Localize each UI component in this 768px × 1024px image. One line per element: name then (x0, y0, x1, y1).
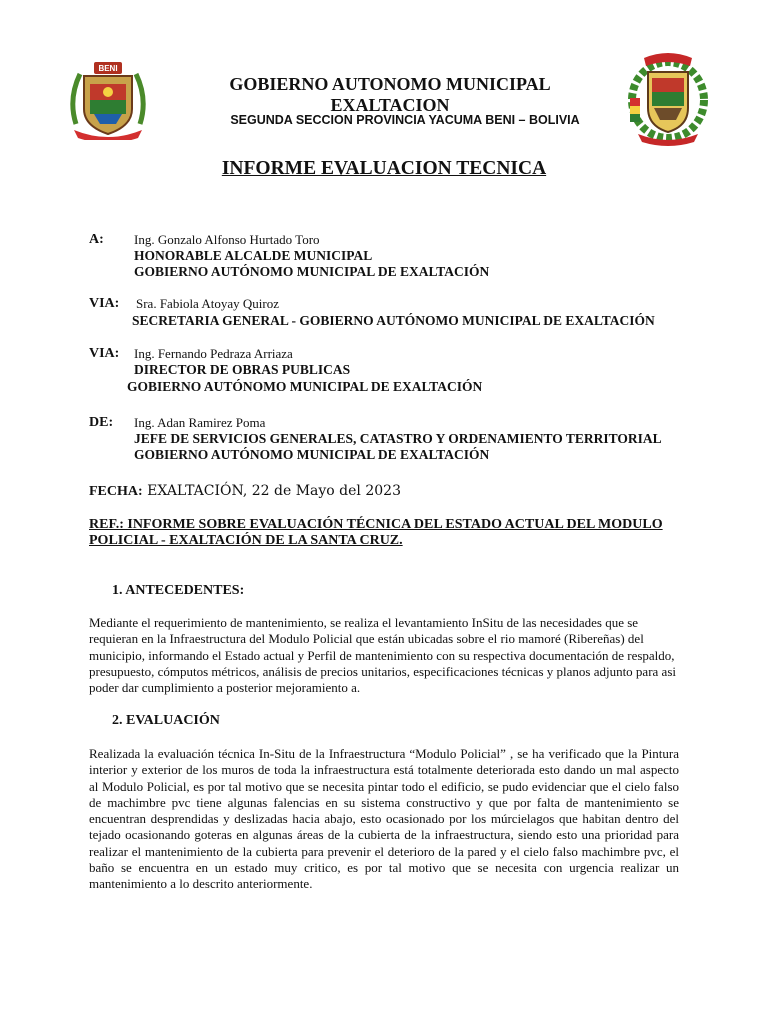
recipient-title-a: HONORABLE ALCALDE MUNICIPAL (134, 248, 373, 263)
svg-text:BENI: BENI (98, 64, 118, 73)
sender-org: GOBIERNO AUTÓNOMO MUNICIPAL DE EXALTACIÓN (134, 447, 490, 462)
municipal-coat-of-arms-right (620, 50, 716, 146)
section-body-antecedentes: Mediante el requerimiento de mantenimiento, se realiza el levantamiento InSitu de las necesidades que se requieran en la Infraestructura del Modulo Policial que están ubicadas sobre el rio mamoré (Ribereñas) del municipio, informando el Estado actual y Perfil de mantenimiento con su respectiva documentación de respaldo, presupuesto, cómputos métricos, análisis de precios unitarios, especificaciones técnicas y planos adjunto para asi poder dar cumplimiento a posterior mejoramiento a. (89, 615, 676, 696)
via-org-2: GOBIERNO AUTÓNOMO MUNICIPAL DE EXALTACIÓN (127, 379, 483, 394)
recipient-name-a: Ing. Gonzalo Alfonso Hurtado Toro (134, 232, 320, 247)
via-label-1: VIA: (89, 296, 120, 311)
via-name-1: Sra. Fabiola Atoyay Quiroz (136, 296, 279, 311)
section-heading-evaluacion: 2. EVALUACIÓN (112, 713, 220, 728)
section-body-evaluacion: Realizada la evaluación técnica In-Situ de la Infraestructura “Modulo Policial” , se ha verificado que la Pintura interior y exterior de los muros de toda la infraestructura está totalmente deteriorada esto dando un mal aspecto al Modulo Policial, es por tal motivo que se necesita pintar todo el edificio, se pudo evidenciar que el cielo falso de machimbre pvc tiene algunas falencias en su sistema constructivo y que por falta de mantenimiento se encuentran desprendidas y deslizadas hacia abajo, esto ocasionado por los múrcielagos que habitan dentro del tejado ocasionando goteras en algunas áreas de la cubierta de la infraestructura, siendo esto una prioridad para realizar el mantenimiento de la cubierta para prevenir el deterioro de la pared y el cielo falso machimbre pvc, el baño se encuentra en un estado muy critico, es por tal motivo que se necesita con urgencia realizar un mantenimiento a lo descrito anteriormente. (89, 746, 679, 892)
sender-title: JEFE DE SERVICIOS GENERALES, CATASTRO Y ORDENAMIENTO TERRITORIAL (134, 431, 662, 446)
section-heading-antecedentes: 1. ANTECEDENTES: (112, 583, 245, 598)
via-title-2: DIRECTOR DE OBRAS PUBLICAS (134, 362, 351, 377)
via-label-2: VIA: (89, 346, 120, 361)
recipient-org-a: GOBIERNO AUTÓNOMO MUNICIPAL DE EXALTACIÓN (134, 264, 490, 279)
municipal-coat-of-arms-left (66, 54, 150, 140)
date-value: EXALTACIÓN, 22 de Mayo del 2023 (147, 483, 401, 499)
sender-name: Ing. Adan Ramirez Poma (134, 415, 266, 430)
via-name-2: Ing. Fernando Pedraza Arriaza (134, 346, 293, 361)
document-title: INFORME EVALUACION TECNICA (221, 158, 547, 179)
via-title-1: SECRETARIA GENERAL - GOBIERNO AUTÓNOMO MUNICIPAL DE EXALTACIÓN (132, 313, 655, 328)
municipality-name: GOBIERNO AUTONOMO MUNICIPAL EXALTACION (229, 74, 551, 115)
sender-label: DE: (89, 415, 114, 430)
recipient-label-a: A: (89, 232, 104, 247)
reference-line: REF.: INFORME SOBRE EVALUACIÓN TÉCNICA DEL ESTADO ACTUAL DEL MODULO POLICIAL - EXALTACIÓN DE LA SANTA CRUZ. (89, 517, 663, 548)
date-line (89, 483, 401, 500)
municipality-subtitle: SEGUNDA SECCION PROVINCIA YACUMA BENI – BOLIVIA (230, 113, 580, 127)
date-label: FECHA: (89, 484, 143, 499)
